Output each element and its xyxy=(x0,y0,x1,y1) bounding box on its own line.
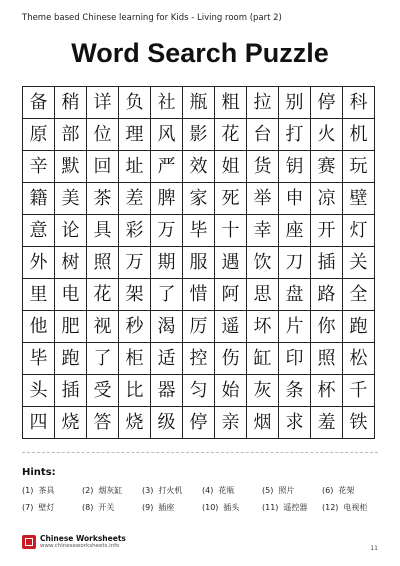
grid-cell: 松 xyxy=(343,343,375,375)
hint-number: (10) xyxy=(202,503,219,512)
grid-cell: 你 xyxy=(311,311,343,343)
grid-cell: 货 xyxy=(247,151,279,183)
hint-item xyxy=(142,485,202,496)
grid-cell: 负 xyxy=(119,87,151,119)
hints-title: Hints: xyxy=(22,467,56,478)
grid-cell: 遇 xyxy=(215,247,247,279)
grid-cell: 刀 xyxy=(279,247,311,279)
grid-cell: 座 xyxy=(279,215,311,247)
grid-cell: 台 xyxy=(247,119,279,151)
grid-cell: 科 xyxy=(343,87,375,119)
grid-cell: 器 xyxy=(151,375,183,407)
grid-cell: 拉 xyxy=(247,87,279,119)
grid-cell: 举 xyxy=(247,183,279,215)
grid-cell: 级 xyxy=(151,407,183,439)
grid-cell: 亲 xyxy=(215,407,247,439)
grid-cell: 杯 xyxy=(311,375,343,407)
hint-word: 打火机 xyxy=(158,486,183,495)
grid-cell: 受 xyxy=(87,375,119,407)
page-title: Word Search Puzzle xyxy=(71,38,329,68)
grid-cell: 坏 xyxy=(247,311,279,343)
grid-cell: 社 xyxy=(151,87,183,119)
hint-number: (12) xyxy=(322,503,339,512)
brand-name: Chinese Worksheets xyxy=(40,534,126,543)
grid-cell: 详 xyxy=(87,87,119,119)
hint-word: 电视柜 xyxy=(343,503,368,512)
grid-cell: 默 xyxy=(55,151,87,183)
grid-cell: 秒 xyxy=(119,311,151,343)
grid-cell: 严 xyxy=(151,151,183,183)
hint-word: 开关 xyxy=(98,503,115,512)
grid-cell: 片 xyxy=(279,311,311,343)
grid-cell: 印 xyxy=(279,343,311,375)
grid-cell: 照 xyxy=(87,247,119,279)
grid-cell: 位 xyxy=(87,119,119,151)
grid-cell: 外 xyxy=(23,247,55,279)
grid-cell: 幸 xyxy=(247,215,279,247)
grid-cell: 灯 xyxy=(343,215,375,247)
grid-cell: 照 xyxy=(311,343,343,375)
grid-cell: 肥 xyxy=(55,311,87,343)
hint-item xyxy=(322,485,382,496)
grid-cell: 插 xyxy=(311,247,343,279)
grid-cell: 灰 xyxy=(247,375,279,407)
grid-cell: 架 xyxy=(119,279,151,311)
footer-brand xyxy=(22,534,126,549)
grid-cell: 了 xyxy=(87,343,119,375)
grid-cell: 烟 xyxy=(247,407,279,439)
grid-cell: 铁 xyxy=(343,407,375,439)
grid-cell: 万 xyxy=(119,247,151,279)
grid-cell: 始 xyxy=(215,375,247,407)
hint-number: (1) xyxy=(22,486,34,495)
grid-cell: 关 xyxy=(343,247,375,279)
hint-item xyxy=(82,502,142,513)
grid-cell: 彩 xyxy=(119,215,151,247)
hint-item xyxy=(262,485,322,496)
hint-number: (5) xyxy=(262,486,274,495)
hint-number: (11) xyxy=(262,503,279,512)
grid-cell: 家 xyxy=(183,183,215,215)
grid-cell: 他 xyxy=(23,311,55,343)
grid-cell: 瓶 xyxy=(183,87,215,119)
grid-cell: 伤 xyxy=(215,343,247,375)
grid-cell: 比 xyxy=(119,375,151,407)
grid-cell: 部 xyxy=(55,119,87,151)
page-number: 11 xyxy=(370,545,378,552)
grid-cell: 万 xyxy=(151,215,183,247)
grid-cell: 回 xyxy=(87,151,119,183)
grid-cell: 思 xyxy=(247,279,279,311)
grid-cell: 适 xyxy=(151,343,183,375)
grid-cell: 条 xyxy=(279,375,311,407)
hint-item xyxy=(322,502,382,513)
hint-item xyxy=(202,502,262,513)
hint-number: (9) xyxy=(142,503,154,512)
grid-cell: 址 xyxy=(119,151,151,183)
grid-cell: 树 xyxy=(55,247,87,279)
grid-cell: 里 xyxy=(23,279,55,311)
hint-word: 花瓶 xyxy=(218,486,235,495)
hint-word: 照片 xyxy=(278,486,295,495)
grid-cell: 打 xyxy=(279,119,311,151)
grid-cell: 跑 xyxy=(55,343,87,375)
hint-item xyxy=(142,502,202,513)
hint-item xyxy=(22,485,82,496)
hint-number: (3) xyxy=(142,486,154,495)
grid-cell: 羞 xyxy=(311,407,343,439)
hints-list xyxy=(22,485,382,513)
grid-cell: 毕 xyxy=(183,215,215,247)
grid-cell: 烧 xyxy=(55,407,87,439)
grid-cell: 缸 xyxy=(247,343,279,375)
grid-cell: 千 xyxy=(343,375,375,407)
hint-word: 茶具 xyxy=(38,486,55,495)
grid-cell: 影 xyxy=(183,119,215,151)
grid-cell: 跑 xyxy=(343,311,375,343)
grid-cell: 视 xyxy=(87,311,119,343)
grid-cell: 四 xyxy=(23,407,55,439)
hint-number: (7) xyxy=(22,503,34,512)
grid-cell: 死 xyxy=(215,183,247,215)
divider xyxy=(22,452,378,453)
hint-item xyxy=(82,485,142,496)
hint-number: (4) xyxy=(202,486,214,495)
grid-cell: 美 xyxy=(55,183,87,215)
hint-word: 插座 xyxy=(158,503,175,512)
grid-cell: 花 xyxy=(87,279,119,311)
grid-cell: 烧 xyxy=(119,407,151,439)
grid-cell: 赛 xyxy=(311,151,343,183)
grid-cell: 籍 xyxy=(23,183,55,215)
hint-word: 壁灯 xyxy=(38,503,55,512)
grid-cell: 机 xyxy=(343,119,375,151)
brand-url: www.chineseworksheets.info xyxy=(40,543,120,549)
grid-cell: 辛 xyxy=(23,151,55,183)
grid-cell: 厉 xyxy=(183,311,215,343)
hint-word: 花架 xyxy=(338,486,355,495)
grid-cell: 期 xyxy=(151,247,183,279)
grid-cell: 备 xyxy=(23,87,55,119)
grid-cell: 理 xyxy=(119,119,151,151)
grid-cell: 求 xyxy=(279,407,311,439)
grid-cell: 路 xyxy=(311,279,343,311)
grid-cell: 头 xyxy=(23,375,55,407)
grid-cell: 效 xyxy=(183,151,215,183)
grid-cell: 风 xyxy=(151,119,183,151)
grid-cell: 毕 xyxy=(23,343,55,375)
grid-cell: 壁 xyxy=(343,183,375,215)
hint-number: (2) xyxy=(82,486,94,495)
grid-cell: 意 xyxy=(23,215,55,247)
grid-cell: 具 xyxy=(87,215,119,247)
brand-logo-icon xyxy=(22,535,36,549)
grid-cell: 茶 xyxy=(87,183,119,215)
grid-cell: 脾 xyxy=(151,183,183,215)
worksheet-subtitle: Theme based Chinese learning for Kids - Living room (part 2) xyxy=(22,13,282,23)
grid-cell: 惜 xyxy=(183,279,215,311)
grid-cell: 十 xyxy=(215,215,247,247)
grid-cell: 粗 xyxy=(215,87,247,119)
grid-cell: 凉 xyxy=(311,183,343,215)
grid-cell: 答 xyxy=(87,407,119,439)
hint-word: 遥控器 xyxy=(283,503,308,512)
grid-cell: 盘 xyxy=(279,279,311,311)
grid-cell: 匀 xyxy=(183,375,215,407)
grid-cell: 全 xyxy=(343,279,375,311)
word-search-grid xyxy=(22,86,375,439)
grid-cell: 差 xyxy=(119,183,151,215)
hint-item xyxy=(202,485,262,496)
grid-cell: 饮 xyxy=(247,247,279,279)
grid-cell: 了 xyxy=(151,279,183,311)
grid-cell: 遥 xyxy=(215,311,247,343)
grid-cell: 玩 xyxy=(343,151,375,183)
grid-cell: 钥 xyxy=(279,151,311,183)
hint-word: 插头 xyxy=(223,503,240,512)
hint-number: (6) xyxy=(322,486,334,495)
grid-cell: 插 xyxy=(55,375,87,407)
grid-cell: 申 xyxy=(279,183,311,215)
grid-cell: 控 xyxy=(183,343,215,375)
grid-cell: 阿 xyxy=(215,279,247,311)
grid-cell: 花 xyxy=(215,119,247,151)
grid-cell: 开 xyxy=(311,215,343,247)
hint-item xyxy=(22,502,82,513)
grid-cell: 停 xyxy=(311,87,343,119)
grid-cell: 别 xyxy=(279,87,311,119)
hint-item xyxy=(262,502,322,513)
grid-cell: 论 xyxy=(55,215,87,247)
grid-cell: 稍 xyxy=(55,87,87,119)
hint-number: (8) xyxy=(82,503,94,512)
grid-cell: 电 xyxy=(55,279,87,311)
grid-cell: 服 xyxy=(183,247,215,279)
grid-cell: 渴 xyxy=(151,311,183,343)
grid-cell: 火 xyxy=(311,119,343,151)
grid-cell: 停 xyxy=(183,407,215,439)
grid-cell: 姐 xyxy=(215,151,247,183)
grid-cell: 柜 xyxy=(119,343,151,375)
hint-word: 烟灰缸 xyxy=(98,486,123,495)
grid-cell: 原 xyxy=(23,119,55,151)
